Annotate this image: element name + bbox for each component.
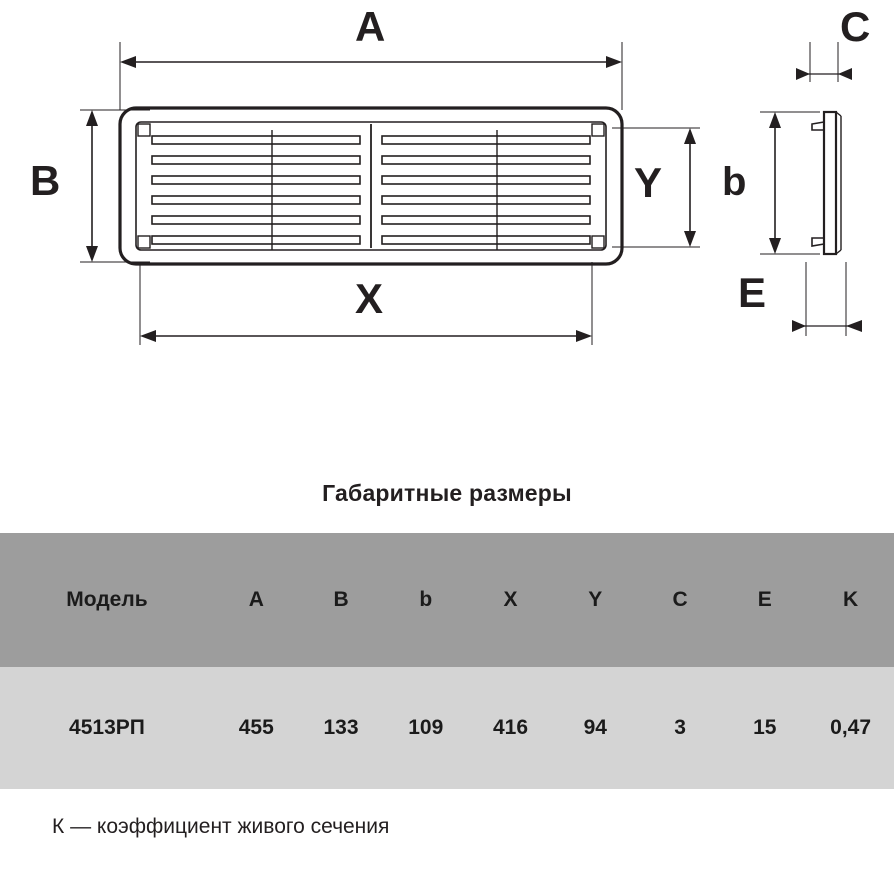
header-a: A [214, 533, 299, 667]
dimension-label-b-upper: B [30, 157, 61, 204]
cell-a: 455 [214, 667, 299, 789]
cell-c: 3 [638, 667, 723, 789]
cell-e: 15 [722, 667, 807, 789]
cell-b-lower: 109 [383, 667, 468, 789]
dimension-label-y: Y [634, 159, 663, 206]
dimension-label-e: E [738, 269, 767, 316]
dimension-label-c: C [840, 3, 871, 50]
header-k: K [807, 533, 894, 667]
dimensions-table [0, 533, 894, 789]
cell-model: 4513РП [0, 667, 214, 789]
header-x: X [468, 533, 553, 667]
header-model: Модель [0, 533, 214, 667]
cell-x: 416 [468, 667, 553, 789]
header-b-lower: b [383, 533, 468, 667]
header-y: Y [553, 533, 638, 667]
cell-k: 0,47 [807, 667, 894, 789]
table-title: Габаритные размеры [322, 480, 572, 506]
dimension-label-x: X [355, 275, 384, 322]
header-b-upper: B [299, 533, 384, 667]
dimension-label-b-lower: b [722, 160, 747, 204]
cell-y: 94 [553, 667, 638, 789]
cell-b-upper: 133 [299, 667, 384, 789]
footnote: К — коэффициент живого сечения [52, 815, 390, 838]
header-e: E [722, 533, 807, 667]
header-c: C [638, 533, 723, 667]
table-header-row [0, 533, 894, 667]
dimension-label-a: A [355, 3, 386, 50]
table-row [0, 667, 894, 789]
